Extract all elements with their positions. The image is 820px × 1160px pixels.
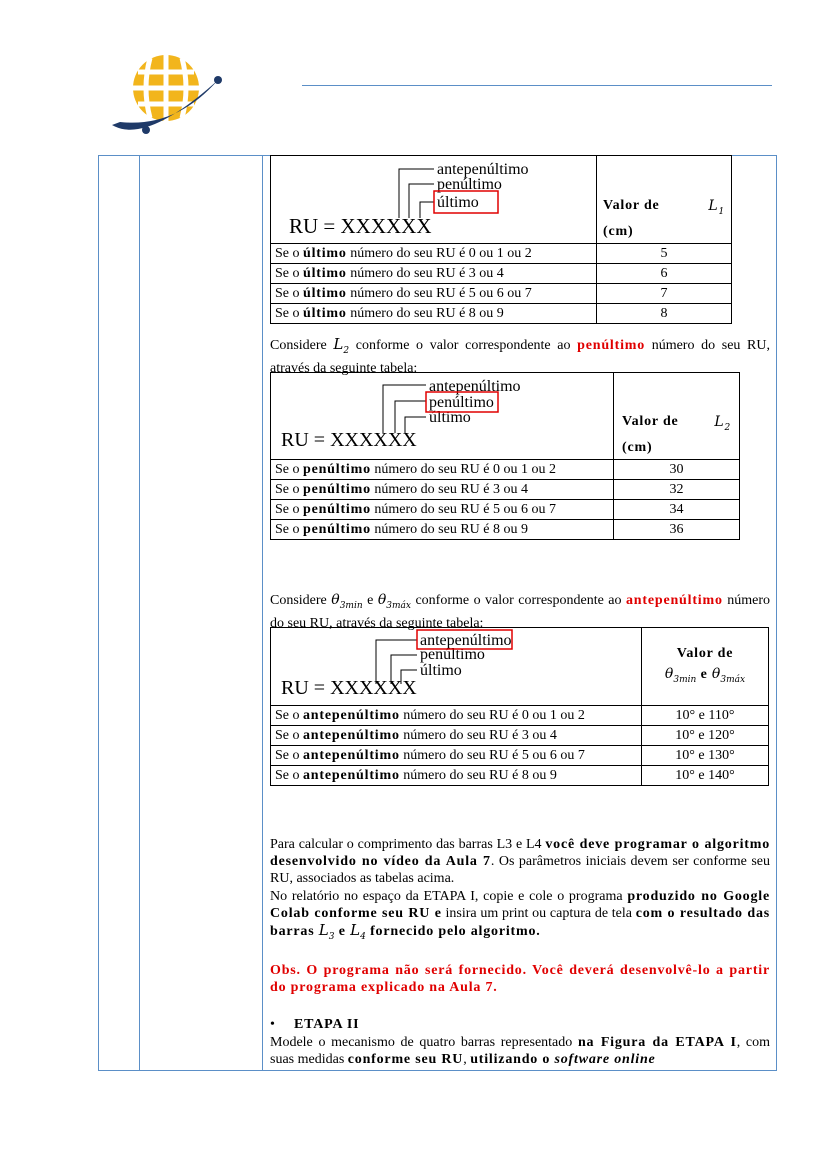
header-value-cell: Valor de $L_1$ (cm) [597, 156, 732, 244]
svg-text:antepenúltimo: antepenúltimo [420, 632, 512, 649]
svg-text:penúltimo: penúltimo [420, 646, 485, 663]
paragraph-l2: Considere $L_2$ conforme o valor correspondente ao penúltimo número do seu RU, através da seguinte tabela: [270, 335, 771, 376]
table-row: Se o último número do seu RU é 3 ou 4 6 [271, 264, 732, 284]
column-divider [139, 156, 140, 1070]
header-value-label: Valor de [603, 198, 660, 214]
paragraph-theta: Considere $\theta_{3min}$ e $\theta_{3máx}$ conforme o valor correspondente ao antepenúltimo número do seu RU, através da seguinte tabela: [270, 592, 770, 631]
table-row: Se o penúltimo número do seu RU é 0 ou 1 ou 2 30 [271, 460, 740, 480]
svg-text:RU = XXXXXX: RU = XXXXXX [281, 677, 417, 699]
table-row: Se o penúltimo número do seu RU é 8 ou 9 36 [271, 520, 740, 540]
svg-text:RU = XXXXXX: RU = XXXXXX [281, 429, 417, 451]
header-rule [302, 85, 772, 86]
paragraph-relatorio: No relatório no espaço da ETAPA I, copie e cole o programa produzido no Google Colab conforme seu RU e insira um print ou captura de tela com o resultado das barras $L_3$ e $L_4$ fornecido pelo algoritmo. [270, 889, 771, 942]
table-row: Se o último número do seu RU é 0 ou 1 ou 2 5 [271, 244, 732, 264]
header-unit: (cm) [603, 224, 634, 239]
paragraph-calcular: Para calcular o comprimento das barras L3 e L4 você deve programar o algoritmo desenvolvido no vídeo da Aula 7. Os parâmetros iniciais devem ser conforme seu RU, associados as tabelas acima. [270, 837, 770, 886]
ru-diagram-penultimo [271, 373, 613, 453]
svg-text:antepenúltimo: antepenúltimo [429, 378, 521, 395]
table-row: Se o último número do seu RU é 8 ou 9 8 [271, 304, 732, 324]
ru-diagram-cell [271, 156, 597, 244]
table-row: Se o penúltimo número do seu RU é 3 ou 4 32 [271, 480, 740, 500]
ru-label: RU = XXXXXX [289, 214, 432, 237]
svg-text:penúltimo: penúltimo [429, 394, 494, 411]
table-row: Se o penúltimo número do seu RU é 5 ou 6 ou 7 34 [271, 500, 740, 520]
ru-diagram-cell [271, 373, 614, 460]
table-row: Se o último número do seu RU é 5 ou 6 ou 7 7 [271, 284, 732, 304]
university-globe-logo [106, 50, 224, 138]
table-row: Se o antepenúltimo número do seu RU é 3 ou 4 10° e 120° [271, 726, 769, 746]
obs-note: Obs. O programa não será fornecido. Você deverá desenvolvê-lo a partir do programa explicado na Aula 7. [270, 963, 770, 995]
etapa-2-heading: • ETAPA II [270, 1017, 360, 1032]
table-penultimo [270, 372, 740, 540]
svg-text:último: último [429, 409, 471, 426]
globe-icon [133, 55, 199, 121]
table-antepenultimo [270, 627, 769, 786]
header-value-cell: Valor de $\theta_{3min}$ e $\theta_{3máx}$ [642, 628, 769, 706]
paragraph-etapa-2: Modele o mecanismo de quatro barras representado na Figura da ETAPA I, com suas medidas conforme seu RU, utilizando o software online [270, 1035, 770, 1067]
table-row: Se o antepenúltimo número do seu RU é 5 ou 6 ou 7 10° e 130° [271, 746, 769, 766]
label-ultimo: último [437, 194, 479, 211]
table-row: Se o antepenúltimo número do seu RU é 0 ou 1 ou 2 10° e 110° [271, 706, 769, 726]
column-divider [262, 156, 263, 1070]
header-value-cell: Valor de $L_2$ (cm) [614, 373, 740, 460]
ru-diagram-ultimo [271, 156, 596, 237]
ru-diagram-antepenultimo [271, 628, 641, 699]
bullet-icon: • [270, 1017, 275, 1032]
table-row: Se o antepenúltimo número do seu RU é 8 ou 9 10° e 140° [271, 766, 769, 786]
label-penultimo: penúltimo [437, 176, 502, 193]
svg-text:último: último [420, 662, 462, 679]
table-ultimo [270, 155, 732, 324]
symbol-L: L [708, 198, 719, 215]
label-antepenultimo: antepenúltimo [437, 161, 529, 178]
ru-diagram-cell [271, 628, 642, 706]
